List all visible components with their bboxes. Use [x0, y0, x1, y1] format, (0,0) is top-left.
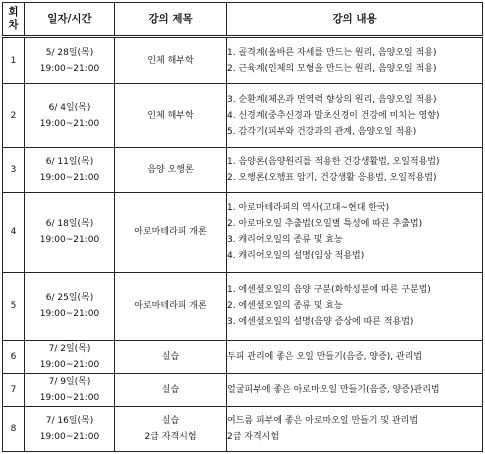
- lecture-title: [115, 373, 227, 406]
- lecture-content-line: 2. 에센셜오일의 종류 및 효능: [227, 301, 343, 312]
- session-time: 19:00~21:00: [39, 173, 100, 184]
- lecture-content-line: 얼굴피부에 좋은 아로마오일 만들기(음증, 양증)관리법: [227, 384, 440, 395]
- lecture-content-line: 4. 신경계(중추신경과 말초신경이 건강에 미치는 영향): [227, 110, 440, 121]
- lecture-content: [227, 373, 483, 406]
- lecture-title: [115, 84, 227, 148]
- session-number: 1: [3, 37, 25, 84]
- table-row: [3, 193, 483, 272]
- lecture-title: [115, 406, 227, 451]
- lecture-content: [227, 272, 483, 340]
- session-number: 3: [3, 148, 25, 193]
- session-number: 8: [3, 406, 25, 451]
- session-date: 6/ 25일(목): [45, 293, 94, 304]
- lecture-title: [115, 37, 227, 84]
- lecture-content-line: 여드름 피부에 좋은 아로마오일 만들기 및 관리법: [227, 415, 419, 426]
- lecture-content-line: 1. 에센셜오일의 음양 구분(화학성분에 따른 구분법): [227, 285, 431, 296]
- lecture-title: [115, 148, 227, 193]
- table-row: [3, 272, 483, 340]
- lecture-content: [227, 340, 483, 373]
- session-date: 5/ 28일(목): [45, 47, 94, 58]
- lecture-content-line: 5. 감각기(피부와 건강과의 관계, 음양오일 적용): [227, 126, 417, 137]
- lecture-title: [115, 272, 227, 340]
- lecture-content: [227, 406, 483, 451]
- session-number: 7: [3, 373, 25, 406]
- session-date: 6/ 18일(목): [45, 219, 94, 230]
- session-time: 19:00~21:00: [39, 359, 100, 370]
- session-number: 2: [3, 84, 25, 148]
- lecture-content-line: 2. 근육계(인체의 모형을 만드는 원리, 음양오일 적용): [227, 63, 437, 74]
- session-date: 6/ 11일(목): [45, 157, 94, 168]
- lecture-title-line: 2급 자격시험: [144, 431, 197, 442]
- session-date-time: [25, 37, 115, 84]
- header-date-time: 일자/시간: [25, 3, 115, 37]
- session-time: 19:00~21:00: [39, 118, 100, 129]
- session-date: 7/ 16일(목): [45, 415, 94, 426]
- session-time: 19:00~21:00: [39, 309, 100, 320]
- header-session-number-char-2: 차: [8, 19, 19, 31]
- lecture-content-line: 2. 오행론(오행표 암기, 건강생활 응용법, 오일적용법): [227, 173, 437, 184]
- lecture-content-line: 2급 자격시험: [227, 431, 280, 442]
- schedule-table: [2, 2, 483, 452]
- session-date-time: [25, 340, 115, 373]
- session-time: 19:00~21:00: [39, 235, 100, 246]
- lecture-title: [115, 340, 227, 373]
- lecture-content: [227, 148, 483, 193]
- lecture-content: [227, 84, 483, 148]
- session-number: 4: [3, 193, 25, 272]
- header-lecture-title: 강의 제목: [115, 3, 227, 37]
- lecture-content-line: 두피 관리에 좋은 오일 만들기(음증, 양증), 관리법: [227, 351, 423, 362]
- table-row: [3, 406, 483, 451]
- lecture-content-line: 2. 아로마오일 추출법(오일별 특성에 따른 추출법): [227, 219, 423, 230]
- lecture-content-line: 4. 캐리어오일의 설명(임상 적용법): [227, 251, 365, 262]
- header-session-number-char-1: 회: [8, 6, 19, 18]
- lecture-title-line: 아로마테라피 개론: [134, 301, 207, 312]
- lecture-content-line: 1. 골격계(올바른 자세를 만드는 원리, 음양오일 적용): [227, 47, 437, 58]
- lecture-title-line: 인체 해부학: [147, 55, 194, 66]
- session-date: 6/ 4일(목): [48, 102, 91, 113]
- header-session-number: [3, 3, 25, 37]
- session-time: 19:00~21:00: [39, 431, 100, 442]
- lecture-content-line: 3. 순환계(체온과 면역력 향상의 원리, 음양오일 적용): [227, 94, 437, 105]
- lecture-title-line: 음양 오행론: [147, 165, 194, 176]
- lecture-title-line: 실습: [161, 384, 180, 395]
- session-date-time: [25, 373, 115, 406]
- header-row: [3, 3, 483, 37]
- session-date-time: [25, 193, 115, 272]
- lecture-title-line: 실습: [161, 351, 180, 362]
- session-date: 7/ 2일(목): [48, 343, 91, 354]
- lecture-title-line: 실습: [161, 415, 180, 426]
- lecture-content-line: 3. 캐리어오일의 종류 및 효능: [227, 235, 343, 246]
- session-date-time: [25, 406, 115, 451]
- session-number: 6: [3, 340, 25, 373]
- lecture-title-line: 인체 해부학: [147, 110, 194, 121]
- lecture-content-line: 1. 음양론(음양원리를 적용한 건강생활법, 오일적용법): [227, 157, 440, 168]
- session-date-time: [25, 272, 115, 340]
- table-row: [3, 373, 483, 406]
- table-row: [3, 340, 483, 373]
- table-row: [3, 148, 483, 193]
- session-date: 7/ 9일(목): [48, 376, 91, 387]
- lecture-content: [227, 193, 483, 272]
- session-date-time: [25, 84, 115, 148]
- lecture-content-line: 3. 에센셜오일의 설명(음양 증상에 따른 적용법): [227, 317, 414, 328]
- lecture-schedule: [2, 2, 483, 452]
- lecture-content-line: 1. 아로마테라피의 역사(고대~현대 한국): [227, 203, 390, 214]
- session-number: 5: [3, 272, 25, 340]
- table-row: [3, 37, 483, 84]
- table-row: [3, 84, 483, 148]
- lecture-title: [115, 193, 227, 272]
- header-lecture-content: 강의 내용: [227, 3, 483, 37]
- lecture-content: [227, 37, 483, 84]
- session-date-time: [25, 148, 115, 193]
- session-time: 19:00~21:00: [39, 392, 100, 403]
- session-time: 19:00~21:00: [39, 63, 100, 74]
- lecture-title-line: 아로마테라피 개론: [134, 227, 207, 238]
